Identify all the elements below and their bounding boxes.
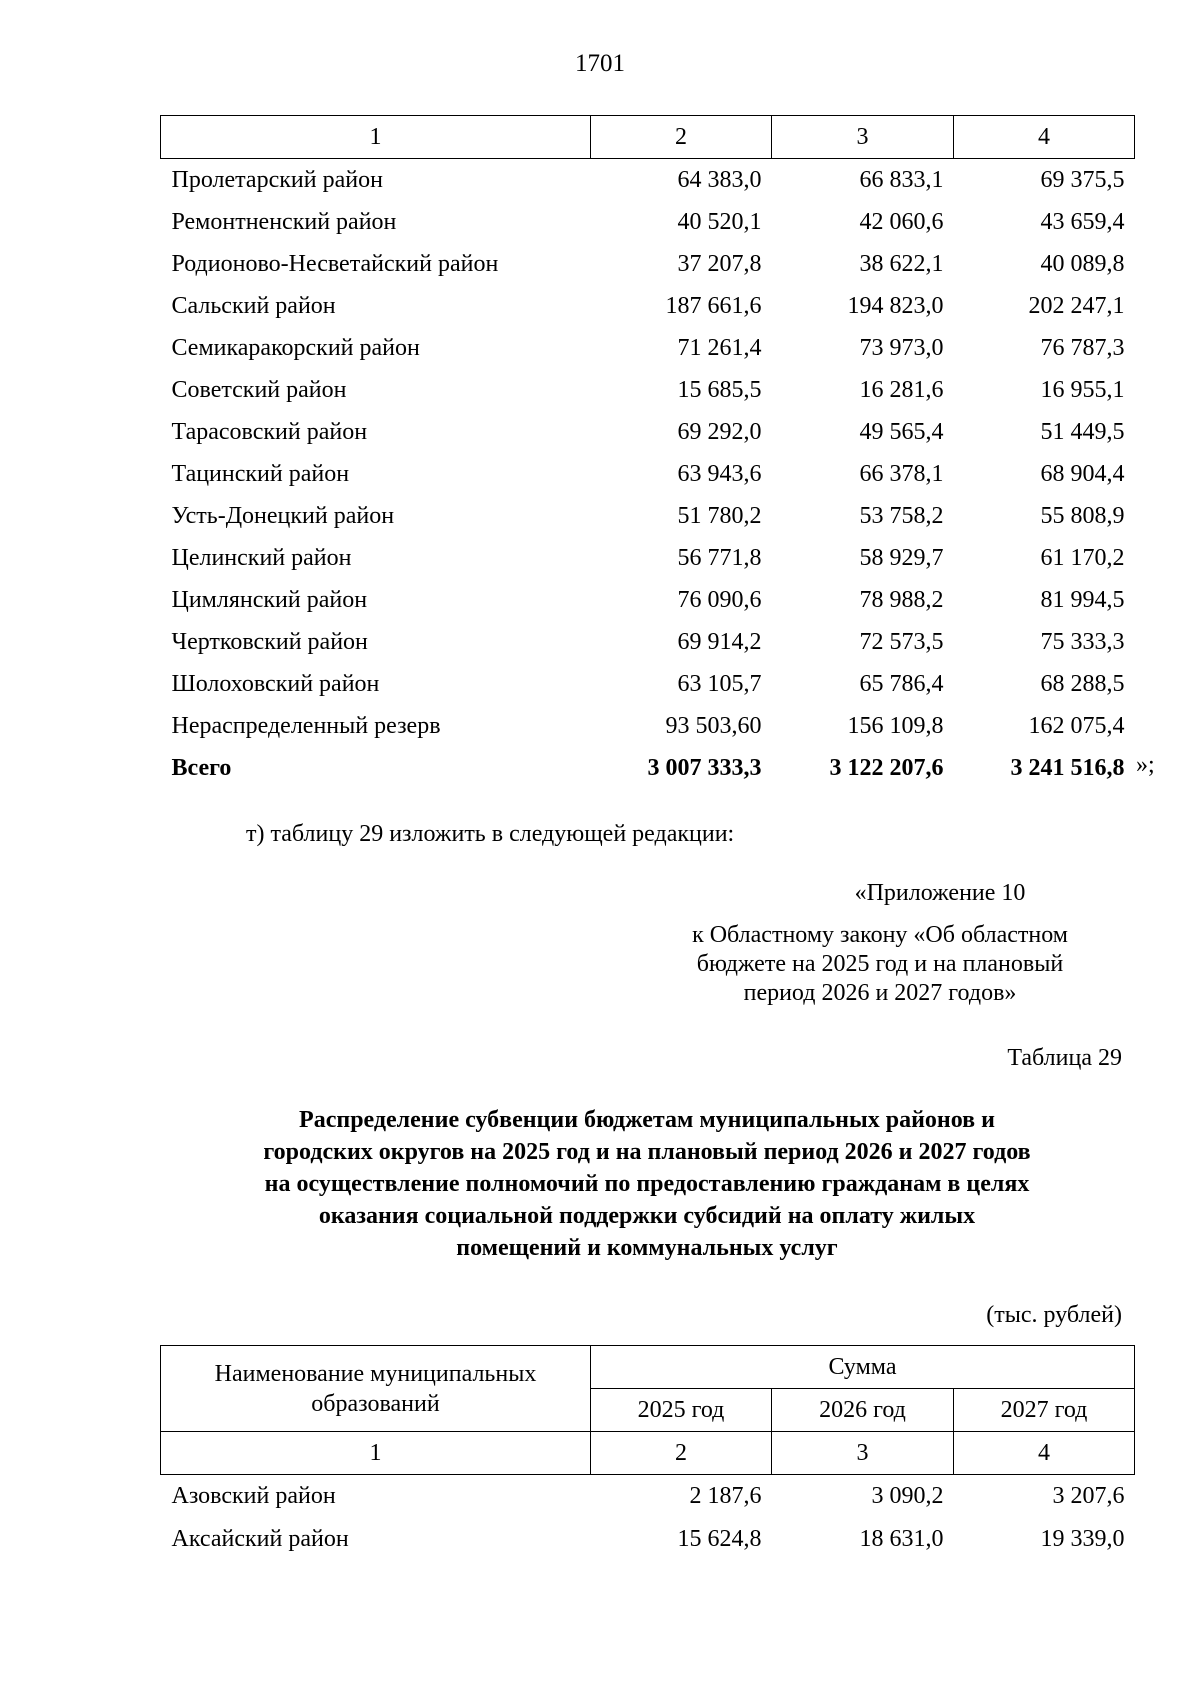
value-2025: 63 943,6 — [677, 460, 762, 487]
value-2026: 78 988,2 — [859, 586, 944, 613]
district-name: Сальский район — [171, 292, 336, 319]
value-2027: 51 449,5 — [1040, 418, 1125, 445]
value-2025: 64 383,0 — [677, 166, 762, 193]
continuation-table — [160, 115, 1135, 789]
value-2026: 38 622,1 — [859, 250, 944, 277]
value-2027: 40 089,8 — [1040, 250, 1125, 277]
table-row — [161, 285, 1135, 327]
value-2027: 75 333,3 — [1040, 628, 1125, 655]
table-row — [161, 579, 1135, 621]
district-name: Ремонтненский район — [171, 208, 397, 235]
value-2026: 53 758,2 — [859, 502, 944, 529]
district-name: Усть-Донецкий район — [171, 502, 395, 529]
value-2027: 55 808,9 — [1040, 502, 1125, 529]
value-2027: 68 904,4 — [1040, 460, 1125, 487]
year-header-2026: 2026 год — [772, 1389, 954, 1432]
district-name: Целинский район — [171, 544, 352, 571]
value-2025: 40 520,1 — [677, 208, 762, 235]
district-name: Родионово-Несветайский район — [171, 250, 499, 277]
value-2025: 93 503,60 — [665, 712, 762, 739]
table-label: Таблица 29 — [1007, 1045, 1122, 1071]
value-2026: 58 929,7 — [859, 544, 944, 571]
table-row — [161, 1475, 1135, 1519]
value-2027: 202 247,1 — [1028, 292, 1125, 319]
value-2025: 37 207,8 — [677, 250, 762, 277]
table-row — [161, 369, 1135, 411]
value-2026: 156 109,8 — [847, 712, 944, 739]
value-2025: 56 771,8 — [677, 544, 762, 571]
heading-line: на осуществление полномочий по предоставлению гражданам в целях — [264, 1171, 1030, 1197]
value-2025: 2 187,6 — [689, 1483, 762, 1509]
value-2027: 162 075,4 — [1028, 712, 1125, 739]
units-label: (тыс. рублей) — [986, 1302, 1122, 1328]
value-2026: 3 090,2 — [871, 1483, 944, 1509]
value-2025: 69 292,0 — [677, 418, 762, 445]
value-2026: 42 060,6 — [859, 208, 944, 235]
value-2026: 65 786,4 — [859, 670, 944, 697]
column-index-4: 4 — [954, 116, 1135, 159]
column-index-row — [161, 116, 1135, 159]
value-2026: 66 833,1 — [859, 166, 944, 193]
value-2025: 69 914,2 — [677, 628, 762, 655]
district-name: Аксайский район — [171, 1526, 349, 1552]
column-index-2: 2 — [591, 116, 772, 159]
value-2025: 63 105,7 — [677, 670, 762, 697]
subvention-table — [160, 1345, 1135, 1561]
column-index-1: 1 — [161, 1432, 591, 1475]
district-name: Всего — [171, 754, 232, 781]
value-2027: 76 787,3 — [1040, 334, 1125, 361]
district-name: Цимлянский район — [171, 586, 368, 613]
value-2025: 76 090,6 — [677, 586, 762, 613]
value-2026: 18 631,0 — [859, 1526, 944, 1552]
value-2025: 3 007 333,3 — [647, 754, 762, 781]
value-2027: 43 659,4 — [1040, 208, 1125, 235]
year-header-2025: 2025 год — [591, 1389, 772, 1432]
table-row — [161, 1518, 1135, 1561]
column-index-4: 4 — [954, 1432, 1135, 1475]
appendix-line: к Областному закону «Об областном — [692, 922, 1068, 948]
value-2025: 71 261,4 — [677, 334, 762, 361]
table-row — [161, 537, 1135, 579]
column-index-2: 2 — [591, 1432, 772, 1475]
district-name: Нераспределенный резерв — [171, 712, 441, 739]
table-row — [161, 159, 1135, 202]
value-2027: 68 288,5 — [1040, 670, 1125, 697]
district-name: Азовский район — [171, 1483, 336, 1509]
name-column-header: Наименование муниципальных образований — [161, 1346, 591, 1432]
value-2027: 3 207,6 — [1052, 1483, 1125, 1509]
heading-line: оказания социальной поддержки субсидий на оплату жилых — [318, 1203, 976, 1229]
district-name: Тацинский район — [171, 460, 350, 487]
closing-quote-mark: »; — [1136, 752, 1155, 778]
table-row — [161, 705, 1135, 747]
value-2025: 187 661,6 — [665, 292, 762, 319]
year-header-2027: 2027 год — [954, 1389, 1135, 1432]
table-row — [161, 327, 1135, 369]
page-number: 1701 — [575, 50, 625, 77]
value-2027: 19 339,0 — [1040, 1526, 1125, 1552]
heading-line: городских округов на 2025 год и на плановый период 2026 и 2027 годов — [263, 1139, 1031, 1165]
value-2027: 81 994,5 — [1040, 586, 1125, 613]
column-index-3: 3 — [772, 116, 954, 159]
district-name: Пролетарский район — [171, 166, 383, 193]
value-2026: 66 378,1 — [859, 460, 944, 487]
district-name: Семикаракорский район — [171, 334, 420, 361]
total-row — [161, 747, 1135, 789]
header-row — [161, 1346, 1135, 1389]
value-2025: 51 780,2 — [677, 502, 762, 529]
column-index-1: 1 — [161, 116, 591, 159]
table-row — [161, 411, 1135, 453]
amendment-paragraph: т) таблицу 29 изложить в следующей редакции: — [246, 821, 735, 847]
value-2026: 73 973,0 — [859, 334, 944, 361]
table-row — [161, 453, 1135, 495]
value-2027: 16 955,1 — [1040, 376, 1125, 403]
table-row — [161, 663, 1135, 705]
value-2026: 194 823,0 — [847, 292, 944, 319]
column-index-3: 3 — [772, 1432, 954, 1475]
district-name: Тарасовский район — [171, 418, 368, 445]
heading-line: помещений и коммунальных услуг — [456, 1235, 838, 1261]
table-row — [161, 201, 1135, 243]
value-2026: 3 122 207,6 — [829, 754, 944, 781]
value-2027: 3 241 516,8 — [1010, 754, 1125, 781]
appendix-line: период 2026 и 2027 годов» — [743, 980, 1017, 1006]
appendix-reference — [640, 921, 1120, 1008]
value-2026: 49 565,4 — [859, 418, 944, 445]
sum-header: Сумма — [591, 1346, 1135, 1389]
value-2027: 69 375,5 — [1040, 166, 1125, 193]
district-name: Шолоховский район — [171, 670, 380, 697]
table-row — [161, 495, 1135, 537]
value-2026: 16 281,6 — [859, 376, 944, 403]
district-name: Чертковский район — [171, 628, 368, 655]
table-row — [161, 243, 1135, 285]
district-name: Советский район — [171, 376, 347, 403]
heading-line: Распределение субвенции бюджетам муниципальных районов и — [299, 1107, 995, 1133]
column-index-row — [161, 1432, 1135, 1475]
appendix-title: «Приложение 10 — [854, 880, 1026, 906]
value-2027: 61 170,2 — [1040, 544, 1125, 571]
table-row — [161, 621, 1135, 663]
table-heading — [160, 1104, 1134, 1264]
appendix-line: бюджете на 2025 год и на плановый — [696, 951, 1064, 977]
value-2026: 72 573,5 — [859, 628, 944, 655]
value-2025: 15 624,8 — [677, 1526, 762, 1552]
value-2025: 15 685,5 — [677, 376, 762, 403]
